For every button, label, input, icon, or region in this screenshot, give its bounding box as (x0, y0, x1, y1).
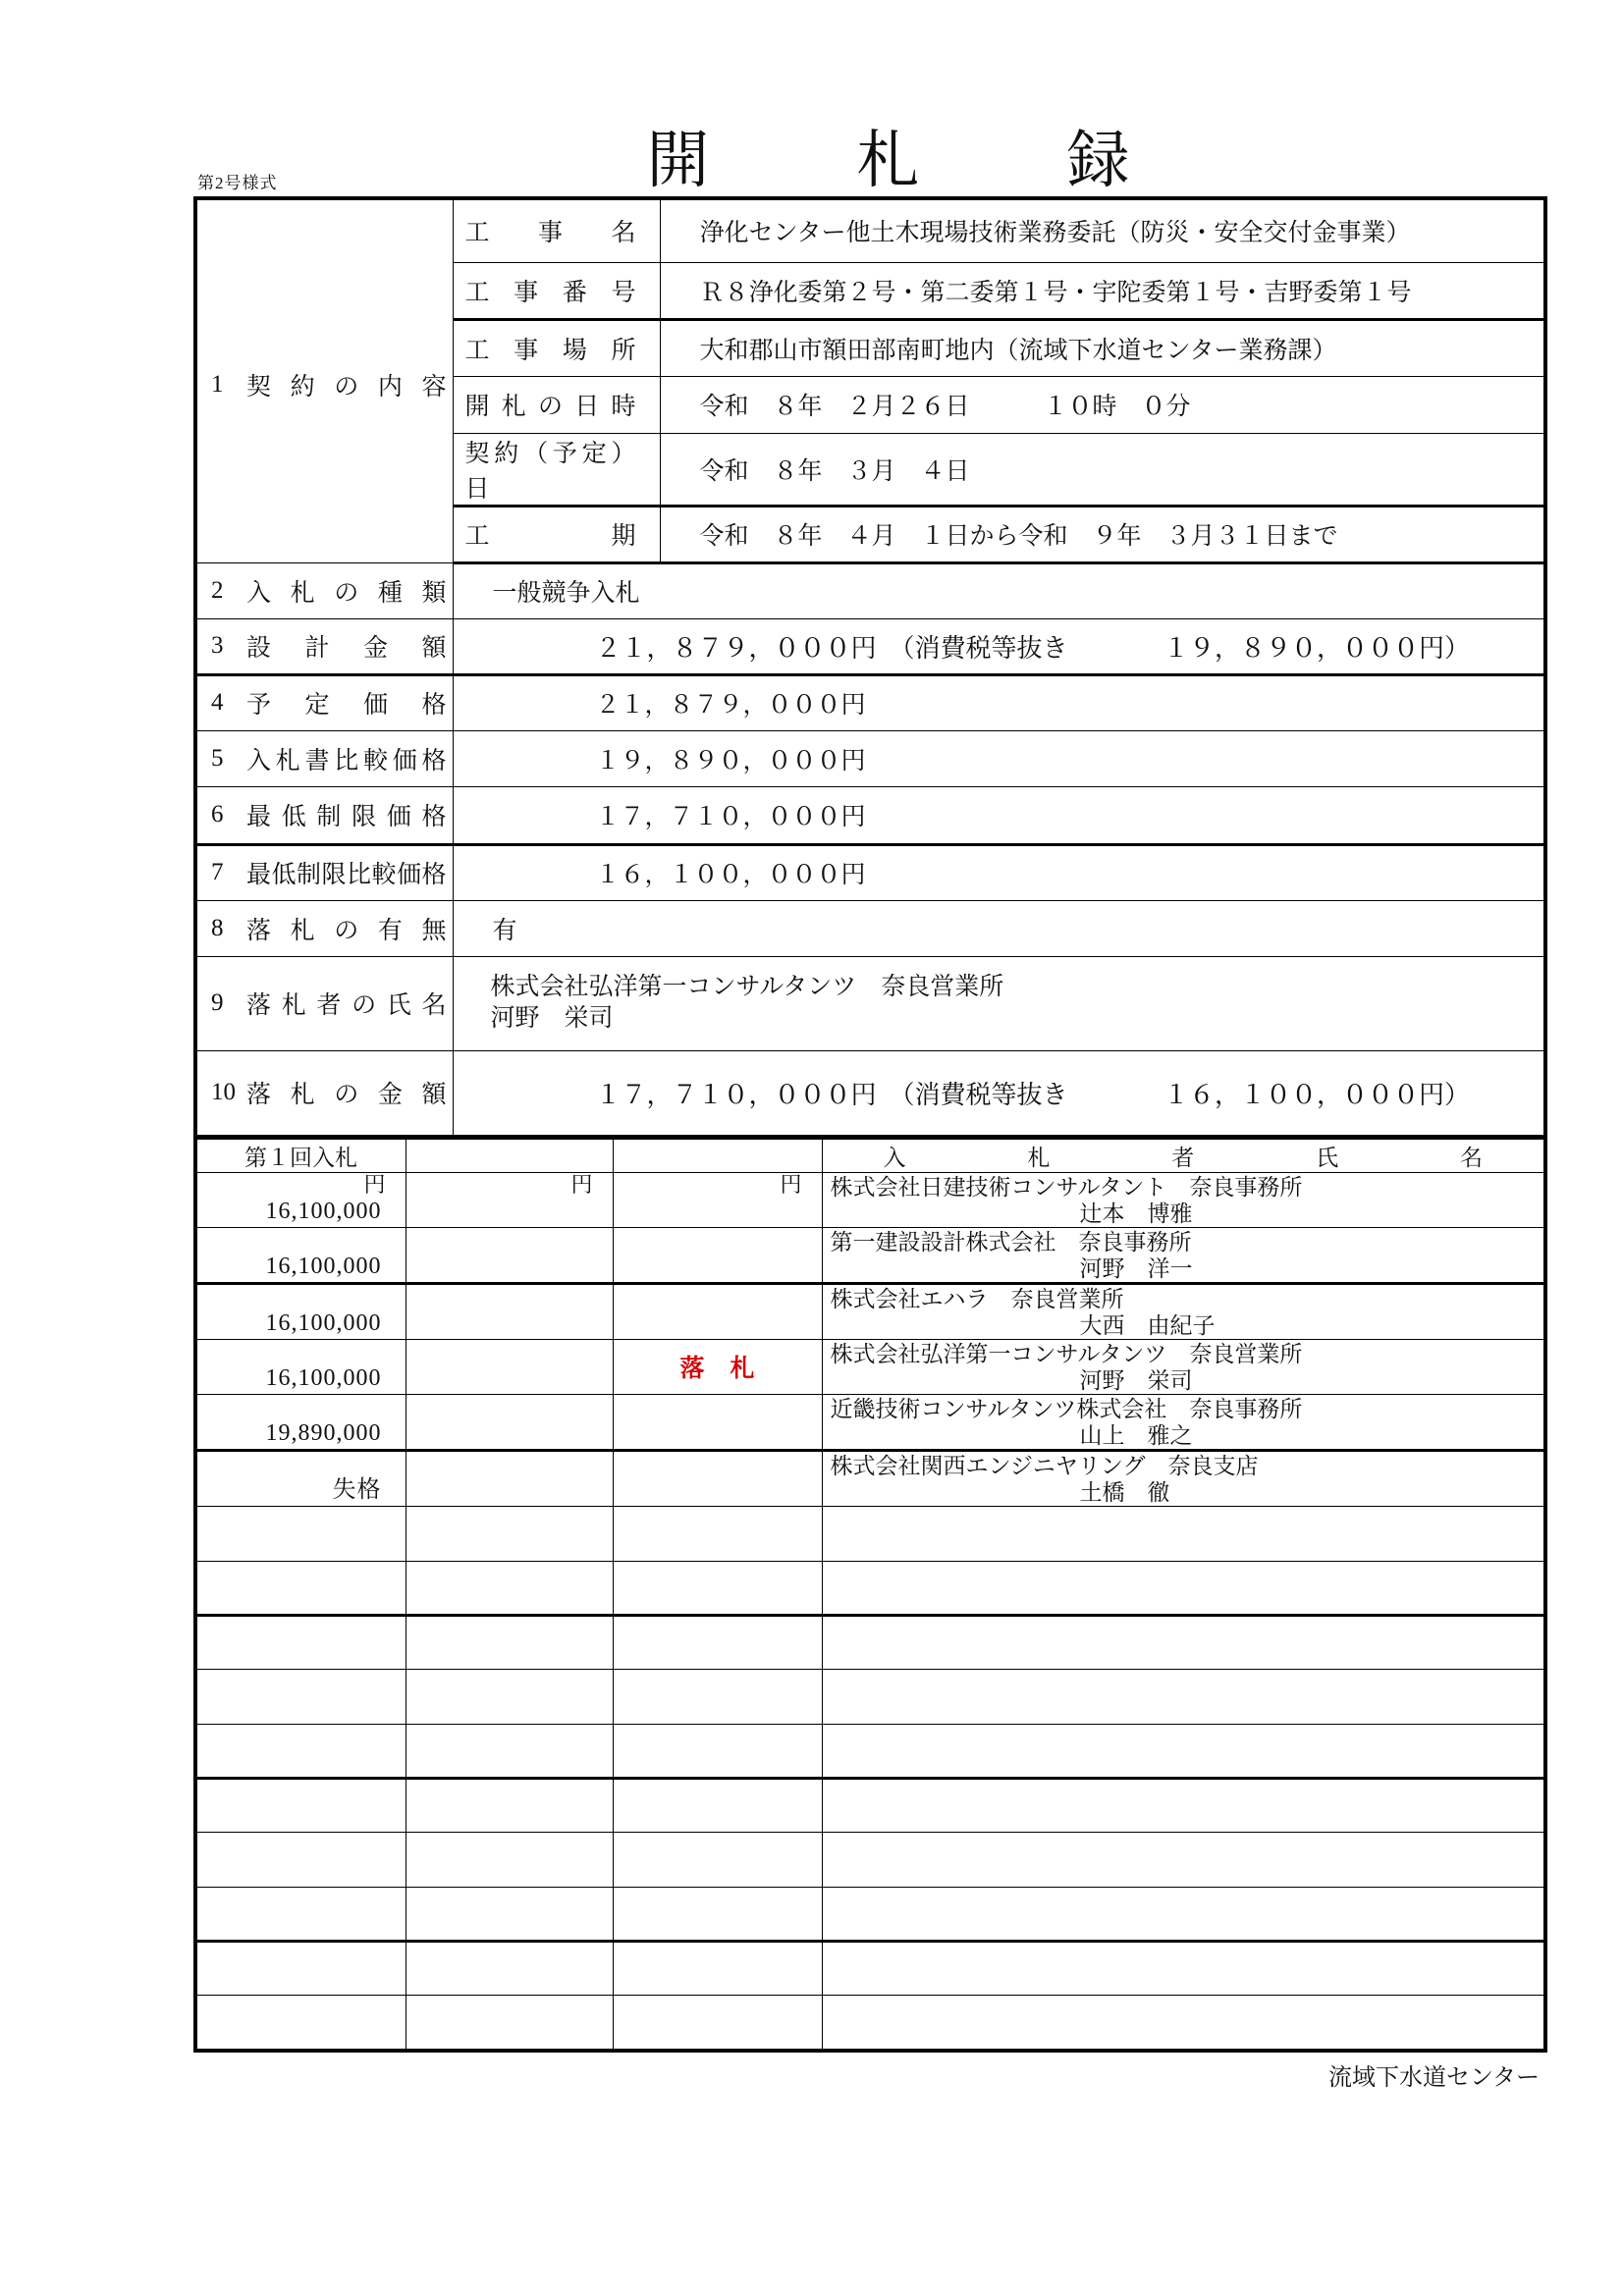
field-value-kouji-bangou: Ｒ８浄化委第２号・第二委第１号・宇陀委第１号・吉野委第１号 (660, 262, 1545, 319)
field-value-yotei-kakaku: ２１，８７９，０００円 (453, 674, 1545, 730)
empty-row-cell (406, 1616, 613, 1670)
empty-row-cell (195, 1616, 406, 1670)
form-number-label: 第2号様式 (197, 174, 278, 192)
empty-row-cell (613, 1562, 822, 1616)
empty-row-cell (195, 1507, 406, 1562)
empty-row-cell (406, 1670, 613, 1725)
item7-label-cell: 7 最低制限比較価格 (195, 844, 453, 900)
field-value-rakusatsu-umu: 有 (453, 900, 1545, 956)
field-label-kaisatsu-nichiji: 開札の日時 (453, 376, 660, 433)
bid-row-bidder: 株式会社エハラ 奈良営業所 大西 由紀子 (822, 1284, 1545, 1340)
bid-row-col3 (613, 1451, 822, 1507)
field-value-keiyaku-date: 令和 ８年 ３月 ４日 (660, 433, 1545, 506)
field-label-keiyaku-date: 契約（予定）日 (453, 433, 660, 506)
item8-label-cell: 8 落札の有無 (195, 900, 453, 956)
issuer-label: 流域下水道センター (1327, 2064, 1540, 2091)
bid-col3-header (613, 1140, 822, 1173)
field-value-rakusatsusha (453, 956, 1545, 1050)
bid-row-amount: 19,890,000 (195, 1395, 406, 1451)
field-value-rakusatsu-kingaku (453, 1050, 1545, 1137)
field-value-saitei-seigen: １７，７１０，０００円 (453, 786, 1545, 844)
item1-label-cell (195, 198, 453, 562)
field-value-kouji-basho: 大和郡山市額田部南町地内（流域下水道センター業務課） (660, 319, 1545, 376)
item6-label-cell: 6 最低制限価格 (195, 786, 453, 844)
winner-company: 株式会社弘洋第一コンサルタンツ 奈良営業所 (490, 974, 1004, 1000)
bid-row-amount: 16,100,000 (195, 1284, 406, 1340)
empty-row-cell (613, 1833, 822, 1888)
field-label-kouji-basho: 工事場所 (453, 319, 660, 376)
empty-row-cell (406, 1562, 613, 1616)
bid-row-amount: 16,100,000 (195, 1228, 406, 1284)
field-label-koujimei: 工事名 (453, 198, 660, 262)
empty-row-cell (822, 1942, 1545, 1996)
bidder-name-header: 入札者氏名 (822, 1140, 1545, 1173)
field-label-kouki: 工期 (453, 506, 660, 562)
empty-row-cell (613, 1942, 822, 1996)
yen-unit: 円 (363, 1172, 386, 1197)
page-title: 開札録 (646, 126, 1277, 195)
bid-row-amount: 16,100,000 (195, 1340, 406, 1395)
bid-row-col2 (406, 1340, 613, 1395)
empty-row-cell (822, 1670, 1545, 1725)
item4-label-cell: 4 予定価格 (195, 674, 453, 730)
empty-row-cell (406, 1779, 613, 1833)
bid-row-col2 (406, 1284, 613, 1340)
empty-row-cell (822, 1996, 1545, 2051)
empty-row-cell (822, 1616, 1545, 1670)
winner-person: 河野 栄司 (490, 1005, 614, 1032)
bid-results-table (193, 1139, 1547, 2053)
empty-row-cell (822, 1779, 1545, 1833)
award-label: 落札 (679, 1355, 781, 1382)
bid-row-bidder: 株式会社弘洋第一コンサルタンツ 奈良営業所 河野 栄司 (822, 1340, 1545, 1395)
bid-row-col2 (406, 1451, 613, 1507)
contract-details-table (193, 196, 1547, 1139)
bid-row-bidder: 第一建設設計株式会社 奈良事務所 河野 洋一 (822, 1228, 1545, 1284)
empty-row-cell (822, 1833, 1545, 1888)
item1-label: 1 契約の内容 (211, 371, 447, 401)
empty-row-cell (195, 1942, 406, 1996)
field-value-koujimei: 浄化センター他土木現場技術業務委託（防災・安全交付金事業） (660, 198, 1545, 262)
empty-row-cell (613, 1888, 822, 1942)
empty-row-cell (406, 1725, 613, 1779)
bid-row-col3 (613, 1228, 822, 1284)
empty-row-cell (822, 1562, 1545, 1616)
empty-row-cell (822, 1725, 1545, 1779)
empty-row-cell (613, 1507, 822, 1562)
sekkei-kingaku-amount: ２１，８７９，０００円 （消費税等抜き (595, 633, 1068, 663)
empty-row-cell (195, 1779, 406, 1833)
empty-row-cell (406, 1507, 613, 1562)
bid-row-bidder: 株式会社関西エンジニヤリング 奈良支店 土橋 徹 (822, 1451, 1545, 1507)
bid-row-bidder: 株式会社日建技術コンサルタント 奈良事務所 辻本 博雅 (822, 1173, 1545, 1228)
bid-row-bidder: 近畿技術コンサルタンツ株式会社 奈良事務所 山上 雅之 (822, 1395, 1545, 1451)
bid-row-col3 (613, 1284, 822, 1340)
bid-row-amount (195, 1451, 406, 1507)
sekkei-kingaku-tax-excluded: １９，８９０，０００円） (1163, 633, 1470, 663)
item5-label-cell: 5 入札書比較価格 (195, 730, 453, 786)
empty-row-cell (822, 1507, 1545, 1562)
field-value-nyusatsusho-hikaku: １９，８９０，０００円 (453, 730, 1545, 786)
bid-row-col2 (406, 1173, 613, 1228)
empty-row-cell (195, 1725, 406, 1779)
empty-row-cell (195, 1833, 406, 1888)
empty-row-cell (406, 1942, 613, 1996)
empty-row-cell (613, 1779, 822, 1833)
empty-row-cell (613, 1996, 822, 2051)
empty-row-cell (195, 1996, 406, 2051)
field-value-saitei-hikaku: １６，１００，０００円 (453, 844, 1545, 900)
item2-label-cell: 2 入札の種類 (195, 562, 453, 618)
empty-row-cell (613, 1616, 822, 1670)
empty-row-cell (613, 1670, 822, 1725)
winning-bid-cell (613, 1340, 822, 1395)
disqualified-label: 失格 (332, 1477, 382, 1503)
item9-label-cell: 9 落札者の氏名 (195, 956, 453, 1050)
rakusatsu-tax-excluded: １６，１００，０００円） (1163, 1080, 1470, 1109)
empty-row-cell (406, 1888, 613, 1942)
item3-label-cell: 3 設計金額 (195, 618, 453, 674)
rakusatsu-amount: １７，７１０，０００円 （消費税等抜き (595, 1080, 1068, 1109)
bid-row-amount: 円 16,100,000 (195, 1173, 406, 1228)
empty-row-cell (195, 1670, 406, 1725)
item10-label-cell: 10 落札の金額 (195, 1050, 453, 1137)
field-value-kouki: 令和 ８年 ４月 １日から令和 ９年 ３月３１日まで (660, 506, 1545, 562)
field-value-kaisatsu-nichiji: 令和 ８年 ２月２６日 １０時 ０分 (660, 376, 1545, 433)
bid-round-header: 第１回入札 (195, 1140, 406, 1173)
empty-row-cell (195, 1562, 406, 1616)
field-value-sekkei-kingaku (453, 618, 1545, 674)
bid-row-col3 (613, 1395, 822, 1451)
bid-row-col3 (613, 1173, 822, 1228)
bid-col2-header (406, 1140, 613, 1173)
empty-row-cell (822, 1888, 1545, 1942)
empty-row-cell (406, 1996, 613, 2051)
yen-unit: 円 (570, 1172, 593, 1197)
field-label-kouji-bangou: 工事番号 (453, 262, 660, 319)
empty-row-cell (406, 1833, 613, 1888)
field-value-nyusatsu-shurui: 一般競争入札 (453, 562, 1545, 618)
yen-unit: 円 (780, 1172, 802, 1197)
bid-row-col2 (406, 1395, 613, 1451)
empty-row-cell (613, 1725, 822, 1779)
empty-row-cell (195, 1888, 406, 1942)
bid-row-col2 (406, 1228, 613, 1284)
